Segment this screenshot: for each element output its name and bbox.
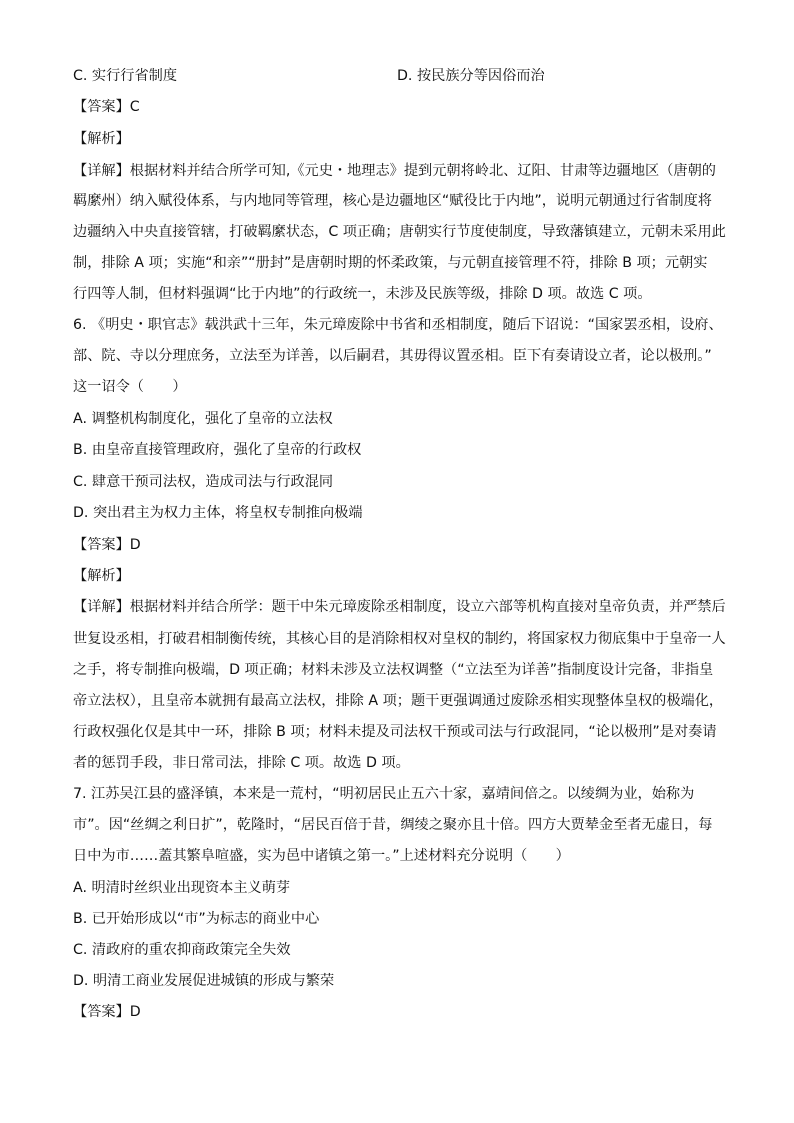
q5-answer: 【答案】C (73, 99, 140, 115)
q6-option-c: C. 肆意干预司法权，造成司法与行政混同 (73, 474, 334, 490)
q5-option-c: C. 实行行省制度 (73, 68, 178, 84)
q7-option-d: D. 明清工商业发展促进城镇的形成与繁荣 (73, 973, 335, 989)
q5-detail-line: 边疆纳入中央直接管辖，打破羁縻状态，C 项正确；唐朝实行节度使制度，导致藩镇建立，元朝未采用此 (73, 224, 726, 240)
q5-option-d: D. 按民族分等因俗而治 (397, 68, 545, 84)
q6-stem-line: 这一诏令（ ） (73, 379, 187, 395)
q6-detail-line: 帝立法权），且皇帝本就拥有最高立法权，排除 A 项；题干更强调通过废除丞相实现整体皇权的极端化， (73, 693, 724, 709)
q6-analysis-label: 【解析】 (73, 568, 130, 584)
q5-detail-line: 【详解】根据材料并结合所学可知,《元史・地理志》提到元朝将岭北、辽阳、甘肃等边疆地区（唐朝的 (73, 163, 716, 179)
q6-stem-line: 部、院、寺以分理庶务，立法至为详善，以后嗣君，其毋得议置丞相。臣下有奏请设立者，论以极刑。” (73, 348, 712, 364)
q7-option-a: A. 明清时丝织业出现资本主义萌芽 (73, 880, 291, 896)
q6-detail-line: 者的惩罚手段，非日常司法，排除 C 项。故选 D 项。 (73, 755, 410, 771)
q7-option-b: B. 已开始形成以“市”为标志的商业中心 (73, 911, 320, 927)
q6-detail-line: 行政权强化仅是其中一环，排除 B 项；材料未提及司法权干预或司法与行政混同，“论以极刑”是对奏请 (73, 724, 717, 740)
q6-stem-line: 6. 《明史・职官志》载洪武十三年，朱元璋废除中书省和丞相制度，随后下诏说：“国家罢丞相，设府、 (73, 317, 723, 333)
q6-detail-line: 之手，将专制推向极端，D 项正确；材料未涉及立法权调整（“立法至为详善”指制度设计完备，非指皇 (73, 662, 714, 678)
q5-detail-line: 行四等人制，但材料强调“比于内地”的行政统一，未涉及民族等级，排除 D 项。故选 C 项。 (73, 286, 652, 302)
q6-detail-line: 【详解】根据材料并结合所学：题干中朱元璋废除丞相制度，设立六部等机构直接对皇帝负责，并严禁后 (73, 599, 726, 615)
q7-answer: 【答案】D (73, 1004, 141, 1020)
q6-detail-line: 世复设丞相，打破君相制衡传统，其核心目的是消除相权对皇权的制约，将国家权力彻底集中于皇帝一人 (73, 631, 726, 647)
q5-detail-line: 羁縻州）纳入赋役体系，与内地同等管理，核心是边疆地区“赋役比于内地”，说明元朝通过行省制度将 (73, 193, 712, 209)
q7-stem-line: 7. 江苏吴江县的盛泽镇，本来是一荒村，“明初居民止五六十家，嘉靖间倍之。以绫绸为业，始称为 (73, 786, 695, 802)
q5-option-row (73, 66, 728, 86)
q6-option-b: B. 由皇帝直接管理政府，强化了皇帝的行政权 (73, 442, 362, 458)
q7-stem-line: 日中为市……蓋其繁阜喧盛，实为邑中诸镇之第一。”上述材料充分说明（ ） (73, 848, 570, 864)
q6-option-a: A. 调整机构制度化，强化了皇帝的立法权 (73, 411, 333, 427)
q7-option-c: C. 清政府的重农抑商政策完全失效 (73, 942, 291, 958)
q5-analysis-label: 【解析】 (73, 131, 130, 147)
q5-detail-line: 制，排除 A 项；实施“和亲”“册封”是唐朝时期的怀柔政策，与元朝直接管理不符，排除 B 项；元朝实 (73, 255, 708, 271)
q6-option-d: D. 突出君主为权力主体，将皇权专制推向极端 (73, 505, 363, 521)
q7-stem-line: 市”。因“丝绸之利日扩”，乾隆时，“居民百倍于昔，绸绫之聚亦且十倍。四方大贾辇金至者无虚日，每 (73, 817, 713, 833)
q6-answer: 【答案】D (73, 537, 141, 553)
